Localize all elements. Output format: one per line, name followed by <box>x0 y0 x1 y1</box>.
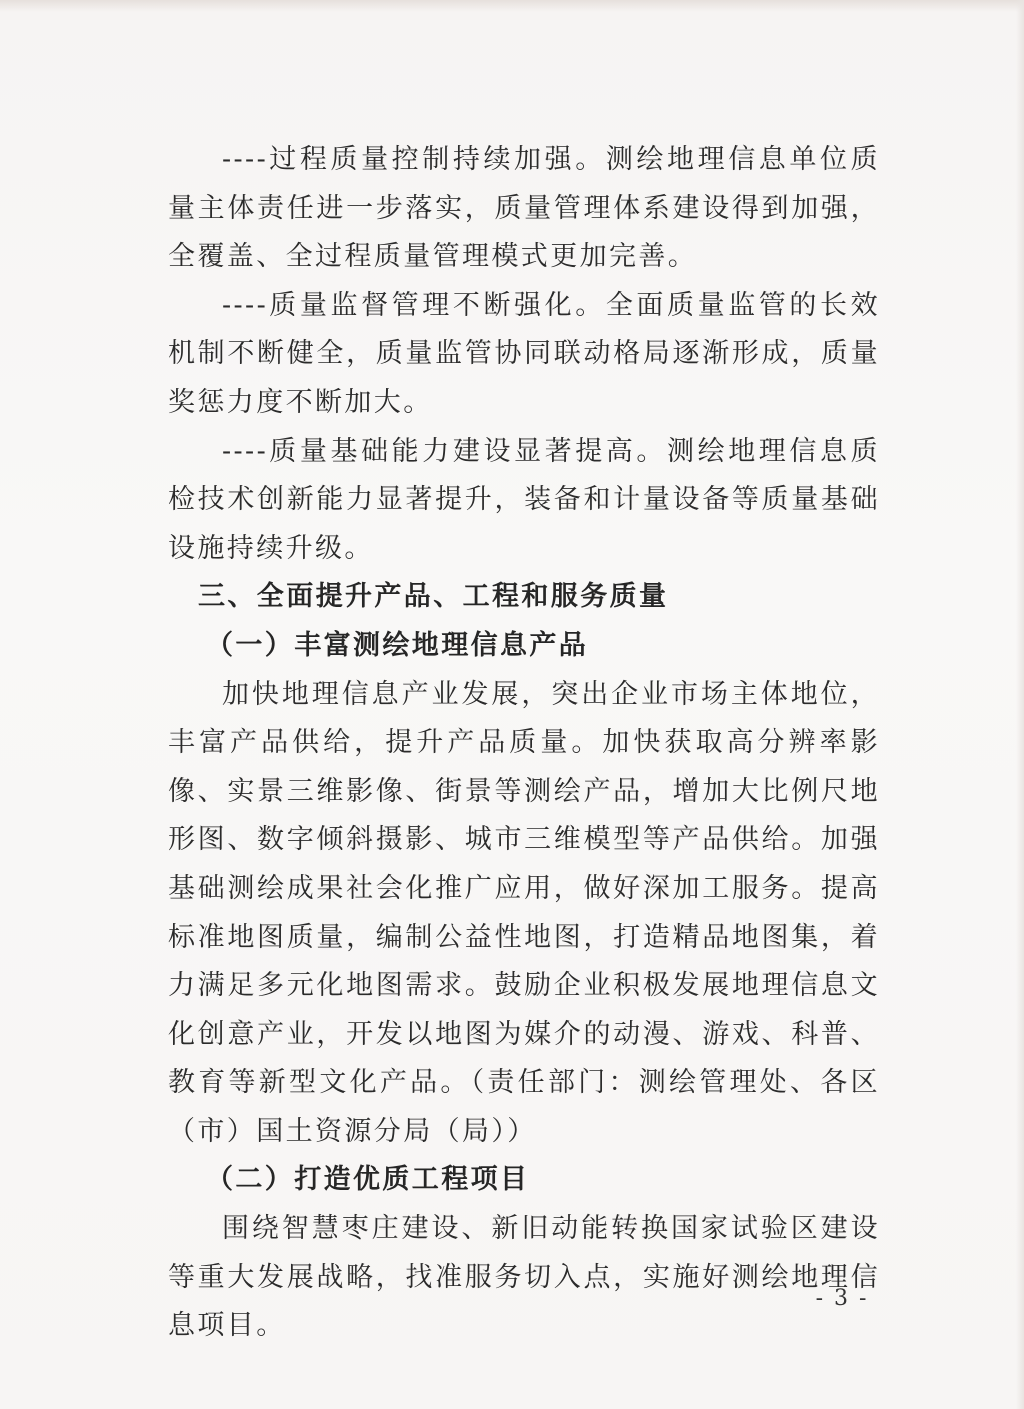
subsection-heading-one: （一）丰富测绘地理信息产品 <box>206 629 589 661</box>
scan-edge-right <box>1016 0 1024 1409</box>
paragraph-projects: 围绕智慧枣庄建设、新旧动能转换国家试验区建设等重大发展战略，找准服务切入点，实施好测绘地理信息项目。 <box>168 1213 880 1342</box>
paragraph-foundation: ----质量基础能力建设显著提高。测绘地理信息质检技术创新能力显著提升，装备和计量设备等质量基础设施持续升级。 <box>168 435 880 564</box>
scan-edge-top <box>0 0 1024 12</box>
subsection-heading-two: （二）打造优质工程项目 <box>206 1164 530 1196</box>
document-body <box>168 136 880 1351</box>
page-number: - 3 - <box>815 1286 869 1311</box>
paragraph-products: 加快地理信息产业发展，突出企业市场主体地位，丰富产品供给，提升产品质量。加快获取高分辨率影像、实景三维影像、街景等测绘产品，增加大比例尺地形图、数字倾斜摄影、城市三维模型等产品供给。加强基础测绘成果社会化推广应用，做好深加工服务。提高标准地图质量，编制公益性地图，打造精品地图集，着力满足多元化地图需求。鼓励企业积极发展地理信息文化创意产业，开发以地图为媒介的动漫、游戏、科普、教育等新型文化产品。（责任部门：测绘管理处、各区（市）国土资源分局（局）） <box>168 678 880 1147</box>
paragraph-supervision: ----质量监督管理不断强化。全面质量监管的长效机制不断健全，质量监管协同联动格局逐渐形成，质量奖惩力度不断加大。 <box>168 289 880 418</box>
section-heading-three: 三、全面提升产品、工程和服务质量 <box>198 581 669 613</box>
paragraph-process-quality: ----过程质量控制持续加强。测绘地理信息单位质量主体责任进一步落实，质量管理体系建设得到加强，全覆盖、全过程质量管理模式更加完善。 <box>168 144 880 273</box>
